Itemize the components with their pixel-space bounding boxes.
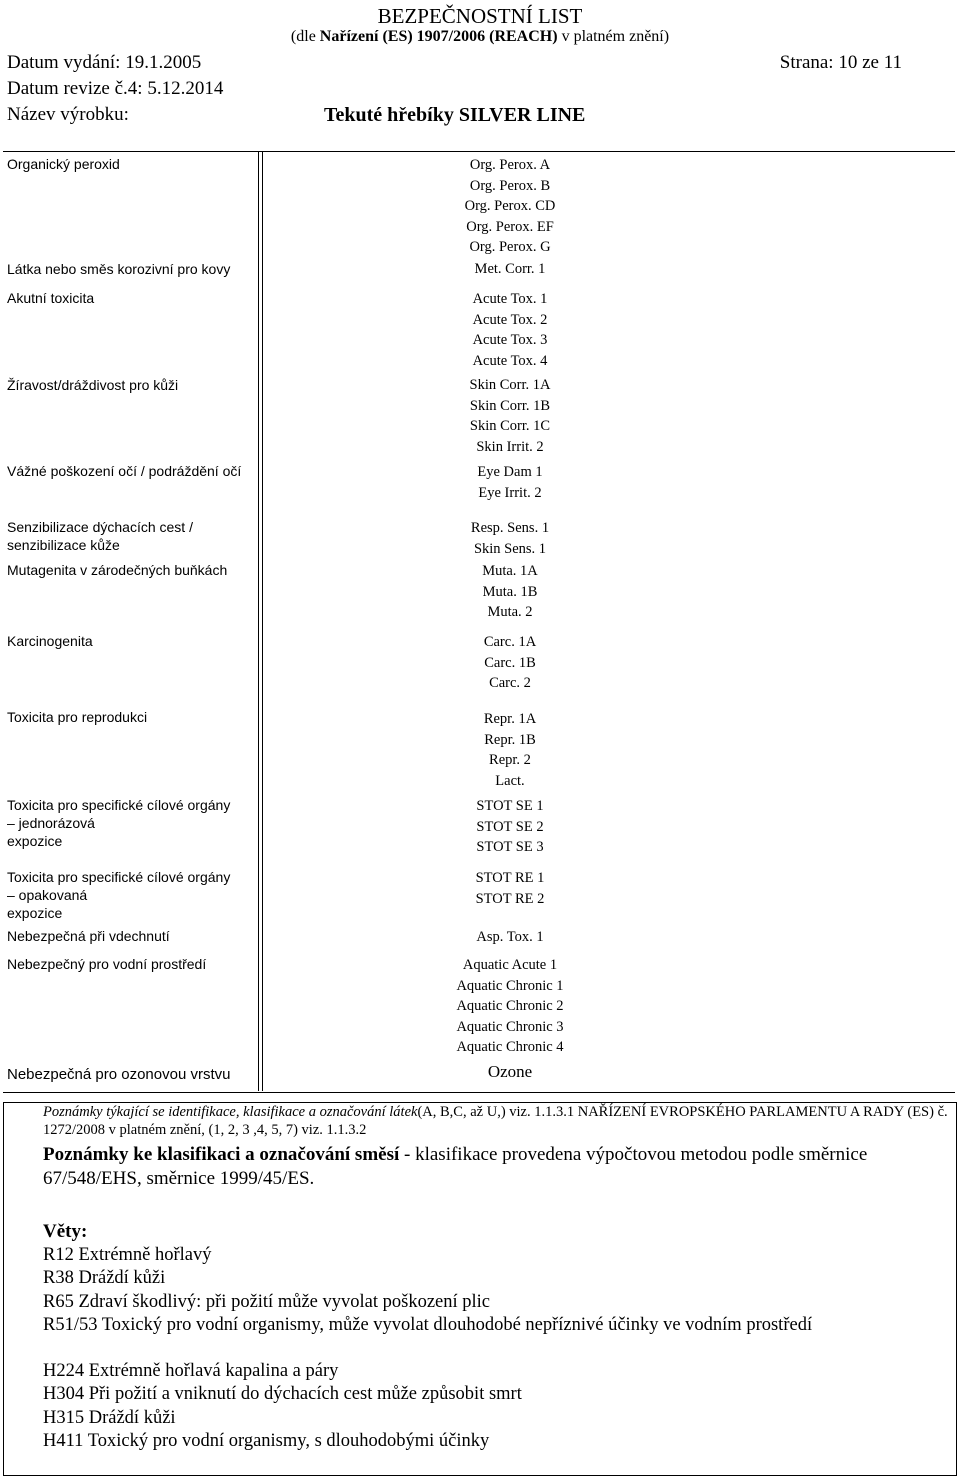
hazard-codes (360, 796, 660, 858)
hazard-code: Org. Perox. CD (464, 198, 556, 215)
revision-date: Datum revize č.4: 5.12.2014 (7, 78, 224, 99)
hazard-codes (360, 462, 660, 503)
hazard-codes (360, 289, 660, 371)
h-phrase: H315 Dráždí kůži (43, 1408, 176, 1428)
hazard-code: STOT RE 1 (475, 870, 545, 886)
hazard-code: Carc. 2 (489, 675, 531, 692)
hazard-code: Org. Perox. A (469, 157, 551, 173)
h-phrase: H224 Extrémně hořlavá kapalina a páry (43, 1361, 339, 1381)
hazard-codes (360, 1062, 660, 1083)
column-divider (262, 151, 263, 1091)
subtitle-regulation: Nařízení (ES) 1907/2006 (REACH) (319, 28, 558, 45)
hazard-code: Carc. 1B (484, 654, 536, 671)
hazard-codes (360, 868, 660, 909)
hazard-codes (360, 632, 660, 694)
phrases-title: Věty: (43, 1221, 88, 1242)
hazard-code: Org. Perox. EF (466, 218, 554, 235)
hazard-code: Org. Perox. G (469, 239, 551, 256)
hazard-code: Asp. Tox. 1 (476, 929, 544, 945)
hazard-codes (360, 927, 660, 948)
hazard-codes (360, 561, 660, 623)
h-phrase: H304 Při požití a vniknutí do dýchacích cest může způsobit smrt (43, 1384, 522, 1404)
hazard-class-label: Látka nebo směs korozivní pro kovy (7, 261, 231, 277)
hazard-code: STOT SE 3 (476, 839, 544, 856)
subtitle-pre: (dle (290, 28, 320, 45)
hazard-class-label: Toxicita pro specifické cílové orgány – opakovaná expozice (7, 869, 231, 921)
hazard-class-label: Vážné poškození očí / podráždění očí (7, 463, 242, 479)
page-number: Strana: 10 ze 11 (779, 52, 902, 73)
hazard-class-label: Organický peroxid (7, 156, 120, 172)
hazard-code: Aquatic Chronic 2 (456, 998, 564, 1015)
hazard-class-label: Toxicita pro specifické cílové orgány – jednorázová expozice (7, 797, 231, 849)
hazard-code: Resp. Sens. 1 (470, 520, 550, 536)
hazard-class-label: Nebezpečná při vdechnutí (7, 928, 170, 944)
hazard-code: STOT SE 2 (476, 818, 544, 835)
r-phrase: R38 Dráždí kůži (43, 1268, 166, 1288)
subtitle-post: v platném znění) (557, 28, 670, 45)
hazard-code: Muta. 2 (487, 604, 533, 621)
r-phrase: R12 Extrémně hořlavý (43, 1245, 212, 1265)
hazard-code: Acute Tox. 2 (472, 311, 548, 328)
hazard-class-label: Žíravost/dráždivost pro kůži (7, 377, 179, 393)
issue-date: Datum vydání: 19.1.2005 (7, 52, 202, 73)
column-divider (258, 151, 259, 1091)
hazard-class-label: Nebezpečný pro vodní prostředí (7, 956, 207, 972)
hazard-code: Skin Corr. 1B (469, 397, 551, 414)
hazard-code: Skin Corr. 1A (469, 377, 551, 393)
hazard-code: Aquatic Chronic 4 (456, 1039, 564, 1056)
hazard-code: Lact. (495, 772, 525, 789)
hazard-class-label: Karcinogenita (7, 633, 93, 649)
hazard-codes (360, 375, 660, 457)
hazard-code: Repr. 1B (484, 731, 536, 748)
regulation-subtitle (0, 28, 960, 46)
hazard-code: Repr. 2 (489, 752, 531, 769)
hazard-code: Aquatic Acute 1 (462, 957, 558, 973)
substances-note (43, 1103, 953, 1139)
product-label: Název výrobku: (7, 104, 129, 125)
hazard-code: STOT RE 2 (475, 890, 545, 907)
hazard-code: Met. Corr. 1 (474, 261, 546, 277)
r-phrase: R65 Zdraví škodlivý: při požití může vyvolat poškození plic (43, 1292, 491, 1312)
product-name: Tekuté hřebíky SILVER LINE (324, 104, 586, 126)
mixtures-note-text: - klasifikace provedena výpočtovou metodou podle směrnice 67/548/EHS, směrnice 1999/45/ES. (43, 1144, 868, 1189)
hazard-codes (360, 155, 660, 258)
hazard-codes (360, 259, 660, 280)
hazard-class-label: Mutagenita v zárodečných buňkách (7, 562, 228, 578)
hazard-code: Aquatic Chronic 3 (456, 1018, 564, 1035)
hazard-code: Carc. 1A (483, 634, 537, 650)
hazard-code: Skin Corr. 1C (469, 418, 551, 435)
substances-note-text: (A, B,C, až U,) viz. 1.1.3.1 NAŘÍZENÍ EVROPSKÉHO PARLAMENTU A RADY (ES) č. 1272/2008 v platném znění, (1, 2, 3 ,4, 5, 7) viz. 1.1.3.2 (43, 1104, 948, 1138)
substances-note-title: Poznámky týkající se identifikace, klasifikace a označování látek (43, 1104, 418, 1120)
h-phrase: H411 Toxický pro vodní organismy, s dlouhodobými účinky (43, 1431, 490, 1451)
r-phrase: R51/53 Toxický pro vodní organismy, může vyvolat dlouhodobé nepříznivé účinky ve vodním prostředí (43, 1315, 813, 1335)
hazard-code: Aquatic Chronic 1 (456, 977, 564, 994)
hazard-code: Repr. 1A (483, 711, 537, 727)
hazard-codes (360, 518, 660, 559)
hazard-code: Eye Dam 1 (477, 464, 543, 480)
hazard-class-label: Akutní toxicita (7, 290, 95, 306)
mixtures-note-title: Poznámky ke klasifikaci a označování směsí (43, 1144, 400, 1165)
hazard-code: Eye Irrit. 2 (478, 484, 542, 501)
hazard-class-label: Toxicita pro reprodukci (7, 709, 148, 725)
hazard-code: Skin Sens. 1 (473, 540, 547, 557)
hazard-code: Org. Perox. B (469, 177, 551, 194)
hazard-codes (360, 955, 660, 1058)
hazard-code: Acute Tox. 3 (472, 332, 548, 349)
hazard-code: Ozone (487, 1062, 533, 1081)
hazard-code: Skin Irrit. 2 (476, 438, 544, 455)
hazard-code: Muta. 1A (482, 563, 538, 579)
hazard-class-label: Senzibilizace dýchacích cest / senzibilizace kůže (7, 519, 193, 553)
document-title: BEZPEČNOSTNÍ LIST (377, 4, 583, 28)
hazard-code: Acute Tox. 4 (472, 352, 548, 369)
hazard-code: STOT SE 1 (476, 798, 544, 814)
hazard-code: Acute Tox. 1 (472, 291, 548, 307)
mixtures-note (43, 1143, 943, 1191)
hazard-code: Muta. 1B (482, 583, 538, 600)
hazard-class-label: Nebezpečná pro ozonovou vrstvu (7, 1066, 231, 1083)
hazard-codes (360, 709, 660, 791)
